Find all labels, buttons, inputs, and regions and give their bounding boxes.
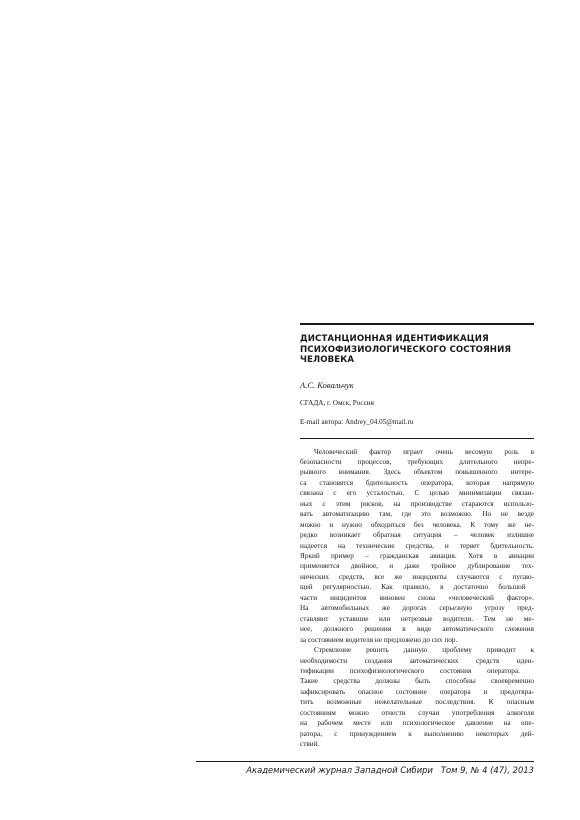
footer-rule <box>196 761 534 762</box>
issue-info: Том 9, № 4 (47), 2013 <box>440 765 534 775</box>
body-line: вать автоматизацию там, где это возможно. Но не везде <box>300 510 534 519</box>
body-line: части инцидентов виновен снова «человеческий фактор». <box>300 593 534 602</box>
body-line: состояниям можно отнести случаи употребления алкоголя <box>300 708 534 717</box>
body-line: Стремление решить данную проблему приводит к <box>314 646 534 655</box>
article-title <box>300 334 534 366</box>
article-body <box>300 447 534 750</box>
body-line: Такие средства должны быть способны своевременно <box>300 677 534 686</box>
body-line: можно и нужно обходиться без человека. К тому же не- <box>300 520 534 529</box>
body-line: безопасности процессов, требующих длительного непре- <box>300 457 534 466</box>
abstract-divider <box>300 438 534 439</box>
body-line: на рабочем месте или психологическое давление на опе- <box>300 719 534 728</box>
title-line: ЧЕЛОВЕКА <box>300 355 355 365</box>
title-line: ПСИХОФИЗИОЛОГИЧЕСКОГО СОСТОЯНИЯ <box>300 344 512 355</box>
page-footer <box>196 765 534 776</box>
title-top-rule <box>300 323 534 325</box>
body-line: са становятся бдительность оператора, которая напрямую <box>300 478 534 487</box>
title-line: ДИСТАНЦИОННАЯ ИДЕНТИФИКАЦИЯ <box>300 334 489 344</box>
body-line: ных с этим рисков, на производстве стараются использо- <box>300 499 534 508</box>
body-line: Яркий пример – гражданская авиация. Хотя в авиации <box>300 552 534 561</box>
body-line: Человеческий фактор играет очень весомую роль в <box>314 447 534 456</box>
author-email: E-mail автора: Andrey_04.05@mail.ru <box>300 417 414 426</box>
body-line: применяется двойное, и даже тройное дублирование тех- <box>300 562 534 571</box>
article-author: А.С. Ковальчук <box>300 379 354 390</box>
body-line: редко возникает обратная ситуация – человек излишне <box>300 531 534 540</box>
body-line: ратора, с принуждением к выполнению некоторых дей- <box>300 729 534 738</box>
body-line: рывного внимания. Здесь объектом повышенного интере- <box>300 468 534 477</box>
body-line: связана с его усталостью. С целью минимизации связан- <box>300 489 534 498</box>
body-line: нических средств, все же инциденты случаются с пугаю- <box>300 572 534 581</box>
body-line: тить возможные нежелательные последствия. К опасным <box>300 698 534 707</box>
body-line: надеется на технические средства, и теряет бдительность. <box>300 541 534 550</box>
body-line: тификации психофизиологического состояния оператора. <box>300 667 520 676</box>
body-line: за состоянием водителя не предложено до сих пор. <box>300 635 458 644</box>
article-block <box>300 323 534 750</box>
body-line: зафиксировать опасное состояние оператора и предотвра- <box>300 687 534 696</box>
body-line: необходимости создания автоматических средств иден- <box>300 656 534 665</box>
author-affiliation: СГАДА, г. Омск, Россия <box>300 398 374 407</box>
body-line: нее, должного решения в виде автоматического слежения <box>300 625 534 634</box>
body-line: ствий. <box>300 740 320 749</box>
body-line: щей регулярностью. Как правило, в достаточно большой <box>300 583 526 592</box>
body-line: ставляют уставшие или нетрезвые водители. Тем не ме- <box>300 614 534 623</box>
journal-name: Академический журнал Западной Сибири <box>246 765 433 775</box>
body-line: На автомобильных же дорогах серьезную угрозу пред- <box>300 604 534 613</box>
